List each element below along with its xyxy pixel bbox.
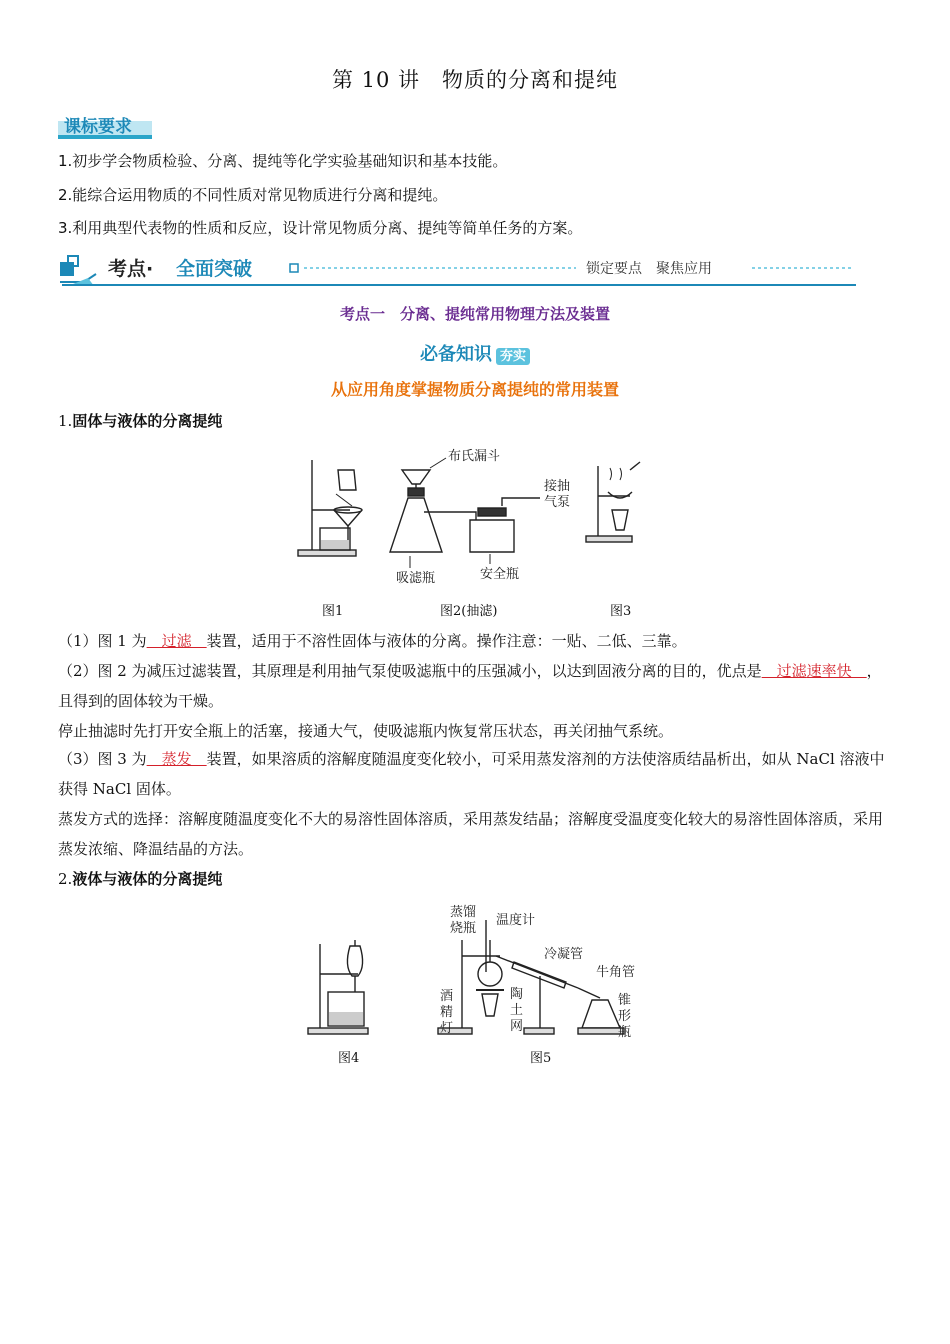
label-gauze-2: 土 (510, 1003, 524, 1018)
caption-fig3: 图3 (610, 604, 632, 619)
kaodian-banner (58, 252, 858, 288)
para-fig3 (58, 744, 890, 804)
caption-fig2: 图2(抽滤) (440, 604, 498, 619)
figure-row-2 (300, 900, 650, 1045)
para-fig3-pre: （3）图 3 为 (58, 750, 147, 768)
fig1-filtration (298, 460, 362, 556)
label-conical-3: 瓶 (618, 1025, 632, 1040)
caption-fig1: 图1 (322, 604, 344, 619)
label-safety: 安全瓶 (480, 567, 520, 582)
page-title: 第 10 讲 物质的分离和提纯 (331, 68, 619, 92)
label-lamp-3: 灯 (440, 1021, 454, 1036)
para-fig1 (58, 626, 890, 656)
caption-fig5: 图5 (530, 1051, 552, 1066)
section2-num: 2. (58, 870, 73, 888)
para-stop-filtration: 停止抽滤时先打开安全瓶上的活塞，接通大气，使吸滤瓶内恢复常压状态，再关闭抽气系统。 (58, 722, 674, 740)
label-pump-line1: 接抽 (544, 479, 571, 494)
subtitle: 从应用角度掌握物质分离提纯的常用装置 (330, 380, 619, 399)
label-gauze-1: 陶 (510, 987, 524, 1002)
kaodian-right: 锁定要点 聚焦应用 (586, 261, 712, 277)
figure-row-1 (290, 440, 660, 595)
answer-blank-speed-1: 过滤 (761, 662, 807, 680)
requirement-3: 3.利用典型代表物的性质和反应，设计常见物质分离、提纯等简单任务的方案。 (58, 219, 583, 237)
para-fig2 (58, 656, 890, 716)
label-lamp-2: 精 (440, 1005, 454, 1020)
label-gauze-3: 网 (510, 1019, 524, 1034)
section1-num: 1. (58, 412, 73, 430)
knowledge-banner (0, 340, 950, 366)
fig3-evaporation (586, 462, 640, 542)
topic-heading: 考点一 分离、提纯常用物理方法及装置 (339, 305, 610, 323)
para-fig1-pre: （1）图 1 为 (58, 632, 147, 650)
kaodian-highlight: 全面突破 (176, 258, 253, 280)
label-condenser: 冷凝管 (544, 947, 584, 962)
caption-fig4: 图4 (338, 1051, 360, 1066)
label-lamp-1: 酒 (440, 989, 454, 1004)
answer-blank-speed-2: 速率快 (806, 662, 867, 680)
label-pump-line2: 气泵 (544, 495, 571, 510)
para-fig2-pre: （2）图 2 为减压过滤装置，其原理是利用抽气泵使吸滤瓶中的压强减小，以达到固液分离的目的，优点是 (58, 662, 762, 680)
requirement-1: 1.初步学会物质检验、分离、提纯等化学实验基础知识和基本技能。 (58, 152, 508, 170)
section1-heading (58, 410, 222, 431)
curriculum-banner-label: 课标要求 (64, 117, 132, 137)
requirement-2: 2.能综合运用物质的不同性质对常见物质进行分离和提纯。 (58, 186, 448, 204)
fig2-vacuum-filtration (390, 458, 540, 568)
label-conical-1: 锥 (618, 993, 632, 1008)
label-thermometer: 温度计 (496, 913, 536, 928)
section2-title: 液体与液体的分离提纯 (72, 870, 223, 888)
section1-title: 固体与液体的分离提纯 (72, 412, 223, 430)
section2-heading (58, 868, 222, 889)
label-flask: 吸滤瓶 (396, 571, 436, 586)
knowledge-banner-tag: 夯实 (496, 348, 530, 365)
label-buchner: 布氏漏斗 (448, 449, 501, 464)
label-conical-2: 形 (618, 1009, 632, 1024)
label-adapter: 牛角管 (596, 965, 636, 980)
label-distill-2: 烧瓶 (450, 921, 477, 936)
para-evaporation-choice: 蒸发方式的选择：溶解度随温度变化不大的易溶性固体溶质，采用蒸发结晶；溶解度受温度变化较大的易溶性固体溶质，采用蒸发浓缩、降温结晶的方法。 (58, 810, 884, 858)
label-distill-1: 蒸馏 (450, 905, 477, 920)
kaodian-left: 考点· (108, 258, 154, 280)
knowledge-banner-main: 必备知识 (419, 344, 492, 365)
curriculum-banner (58, 113, 168, 141)
para-fig2-post: ，且得到的固体较为干燥。 (58, 662, 882, 710)
para-fig3-post: 装置，如果溶质的溶解度随温度变化较小，可采用蒸发溶剂的方法使溶质结晶析出，如从 NaCl 溶液中获得 NaCl 固体。 (58, 750, 885, 798)
answer-blank-filter: 过滤 (146, 632, 207, 650)
para-fig1-post: 装置，适用于不溶性固体与液体的分离。操作注意：一贴、二低、三靠。 (206, 632, 687, 650)
fig4-separatory-funnel (308, 940, 368, 1034)
answer-blank-evaporate: 蒸发 (146, 750, 207, 768)
